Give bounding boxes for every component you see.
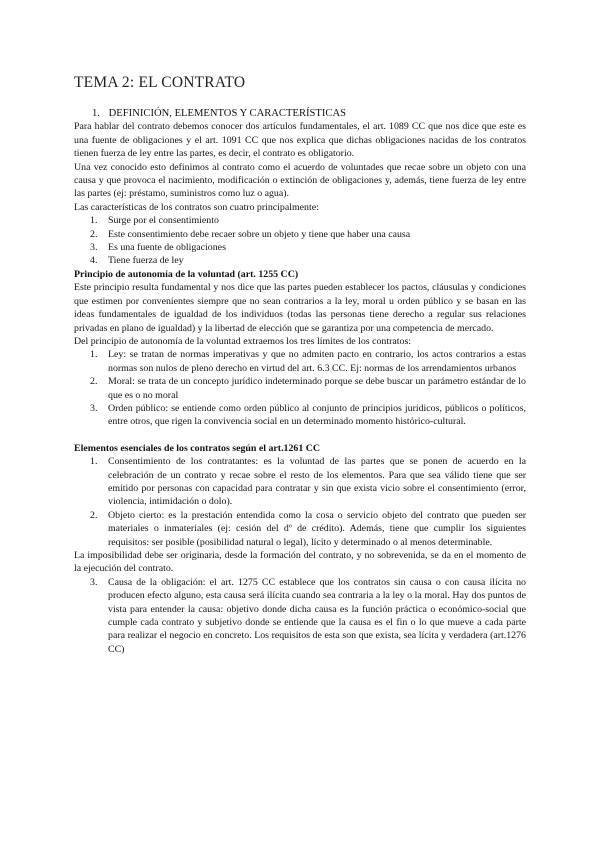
list-number: 2. — [90, 509, 98, 521]
page-title: TEMA 2: EL CONTRATO — [74, 74, 246, 91]
list-number: 1. — [90, 456, 98, 468]
subsection-heading: Elementos esenciales de los contratos según el art.1261 CC — [74, 442, 321, 454]
essentials-list — [74, 455, 526, 549]
list-item — [74, 509, 526, 549]
subsection-heading: Principio de autonomía de la voluntad (art. 1255 CC) — [74, 268, 299, 280]
list-number: 1. — [90, 215, 98, 227]
limits-list — [74, 348, 526, 428]
list-text: Es una fuente de obligaciones — [108, 242, 226, 254]
list-item — [74, 375, 526, 402]
list-text: Tiene fuerza de ley — [108, 255, 184, 267]
list-item — [74, 348, 526, 375]
paragraph: Del principio de autonomía de la voluntad extraemos los tres límites de los contratos: — [74, 335, 412, 347]
list-item — [74, 576, 526, 656]
paragraph: Este principio resulta fundamental y nos dice que las partes pueden establecer los pactos, cláusulas y condiciones que estimen por convenientes siempre que no sean contrarios a la ley, moral u orden público y se basan en las ideas fundamentales de igualdad de los individuos (todas las personas tiene derecho a regular sus relaciones privadas en plano de igualdad) y la libertad de elección que se garantiza por una competencia de mercado. — [74, 282, 526, 334]
paragraph: La imposibilidad debe ser originaria, desde la formación del contrato, y no sobrevenida, se da en el momento de la ejecución del contrato. — [74, 550, 526, 575]
list-text: Orden público: se entiende como orden público al conjunto de principios jurídicos, públicos o políticos, entre otros, que rigen la convivencia social en un determinado momento histórico-cultural. — [108, 402, 526, 428]
list-item — [74, 254, 526, 267]
list-item — [74, 402, 526, 429]
list-item — [74, 214, 526, 227]
section-number: 1. — [92, 108, 100, 119]
list-number: 2. — [90, 376, 98, 388]
list-number: 4. — [90, 255, 98, 267]
list-text: Objeto cierto: es la prestación entendida como la cosa o servicio objeto del contrato que pueden ser materiales o inmateriales (ej: cesión del dº de crédito). Además, tiene que cumplir los siguientes requisitos: ser posible (posibilidad natural o legal), lícito y determinado o al menos determinable. — [108, 509, 526, 548]
section-heading-text: DEFINICIÓN, ELEMENTOS Y CARACTERÍSTICAS — [108, 108, 347, 119]
list-number: 3. — [90, 576, 98, 588]
paragraph: Una vez conocido esto definimos al contrato como el acuerdo de voluntades que recae sobre un objeto con una causa y que provoca el nacimiento, modificación o extinción de obligaciones y, además, tiene fuerza de ley entre las partes (ej: préstamo, suministros como luz o agua). — [74, 161, 526, 200]
list-item — [74, 241, 526, 254]
list-text: Causa de la obligación: el art. 1275 CC establece que los contratos sin causa o con causa ilícita no producen efecto alguno, esta causa será ilícita cuando sea contraria a la ley o la moral. Hay dos puntos de vista para entender la causa: objetivo donde dicha causa es la función práctica o económico-social que cumple cada contrato y subjetivo donde se entiende que la causa es el fin o lo que mueve a cada parte para realizar el negocio en concreto. Los requisitos de esta son que exista, sea lícita y verdadera (art.1276 CC) — [108, 576, 526, 655]
list-text: Ley: se tratan de normas imperativas y que no admiten pacto en contrario, los actos contrarios a estas normas son nulos de pleno derecho en virtud del art. 6.3 CC. Ej: normas de los arrendamientos urbanos — [108, 349, 526, 374]
list-text: Surge por el consentimiento — [108, 215, 219, 227]
list-text: Este consentimiento debe recaer sobre un objeto y tiene que haber una causa — [108, 228, 411, 240]
list-number: 3. — [90, 402, 98, 414]
paragraph: Las características de los contratos son cuatro principalmente: — [74, 201, 319, 213]
list-number: 3. — [90, 242, 98, 254]
list-item — [74, 455, 526, 509]
list-number: 1. — [90, 349, 98, 361]
spacer — [74, 429, 526, 442]
characteristics-list — [74, 214, 526, 268]
paragraph: Para hablar del contrato debemos conocer dos artículos fundamentales, el art. 1089 CC que nos dice que este es una fuente de obligaciones y el art. 1091 CC que nos explica que dichas obligaciones nacidas de los contratos tienen fuerza de ley entre las partes, es decir, el contrato es obligatorio. — [74, 121, 526, 160]
document-body — [74, 107, 526, 656]
list-number: 2. — [90, 228, 98, 240]
essentials-list-continued — [74, 576, 526, 656]
list-text: Moral: se trata de un concepto jurídico indeterminado porque se debe buscar un parámetro estándar de lo que es o no moral — [108, 376, 526, 401]
section-heading — [74, 107, 526, 120]
list-item — [74, 228, 526, 241]
list-text: Consentimiento de los contratantes: es la voluntad de las partes que se ponen de acuerdo en la celebración de un contrato y recae sobre el resto de los elementos. Para que sea válido tiene que ser emitido por personas con capacidad para contratar y sin que exista vicio sobre el consentimiento (error, violencia, intimidación o dolo). — [108, 456, 526, 508]
